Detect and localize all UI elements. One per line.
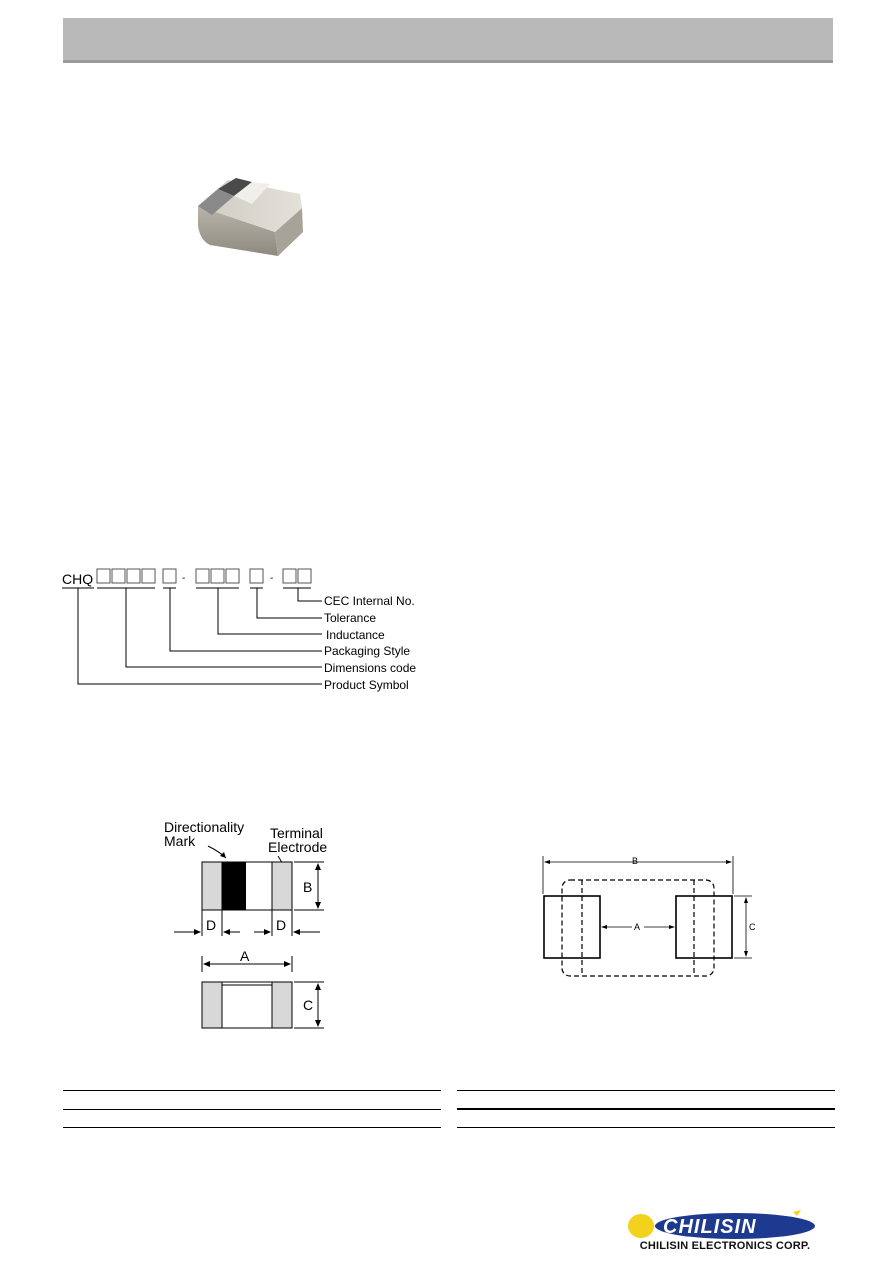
directionality-mark-label: Directionality (164, 819, 245, 835)
table-left-rule-top (63, 1090, 441, 1091)
table-left-rule-mid (63, 1109, 441, 1110)
label-dimensions-code: Dimensions code (324, 661, 417, 675)
dim-d-right-label: D (276, 917, 287, 933)
terminal-electrode-label: Terminal (270, 825, 323, 841)
pad-dim-c-label: C (749, 922, 756, 932)
dash-2: - (270, 573, 274, 584)
table-right-rule-mid (457, 1108, 835, 1110)
terminal-electrode-label-2: Electrode (268, 839, 328, 855)
svg-text:CHILISIN: CHILISIN (663, 1216, 757, 1238)
part-number-diagram (60, 560, 460, 700)
land-pattern-drawing (530, 850, 770, 980)
dim-d-left-label: D (206, 917, 217, 933)
dash-1: - (182, 573, 186, 584)
dim-c-label: C (303, 997, 314, 1013)
header-bar (63, 18, 833, 60)
table-left-rule-bottom (63, 1127, 441, 1128)
table-right-rule-bottom (457, 1127, 835, 1128)
pad-dim-b-label: B (632, 856, 639, 866)
label-inductance: Inductance (326, 628, 385, 642)
part-number-prefix: CHQ (62, 571, 94, 587)
pad-dim-a-label: A (634, 922, 641, 932)
chip-inductor-photo (190, 160, 310, 260)
label-cec-internal-no: CEC Internal No. (324, 594, 415, 608)
dim-b-label: B (303, 879, 313, 895)
label-packaging-style: Packaging Style (324, 644, 411, 658)
table-right-rule-top (457, 1090, 835, 1091)
header-divider (63, 60, 833, 63)
chip-dimension-drawing (150, 810, 350, 1040)
label-tolerance: Tolerance (324, 611, 377, 625)
label-product-symbol: Product Symbol (324, 678, 409, 692)
company-name: CHILISIN ELECTRONICS CORP. (639, 1240, 811, 1252)
directionality-mark-label-2: Mark (164, 833, 196, 849)
dim-a-label: A (240, 948, 250, 964)
